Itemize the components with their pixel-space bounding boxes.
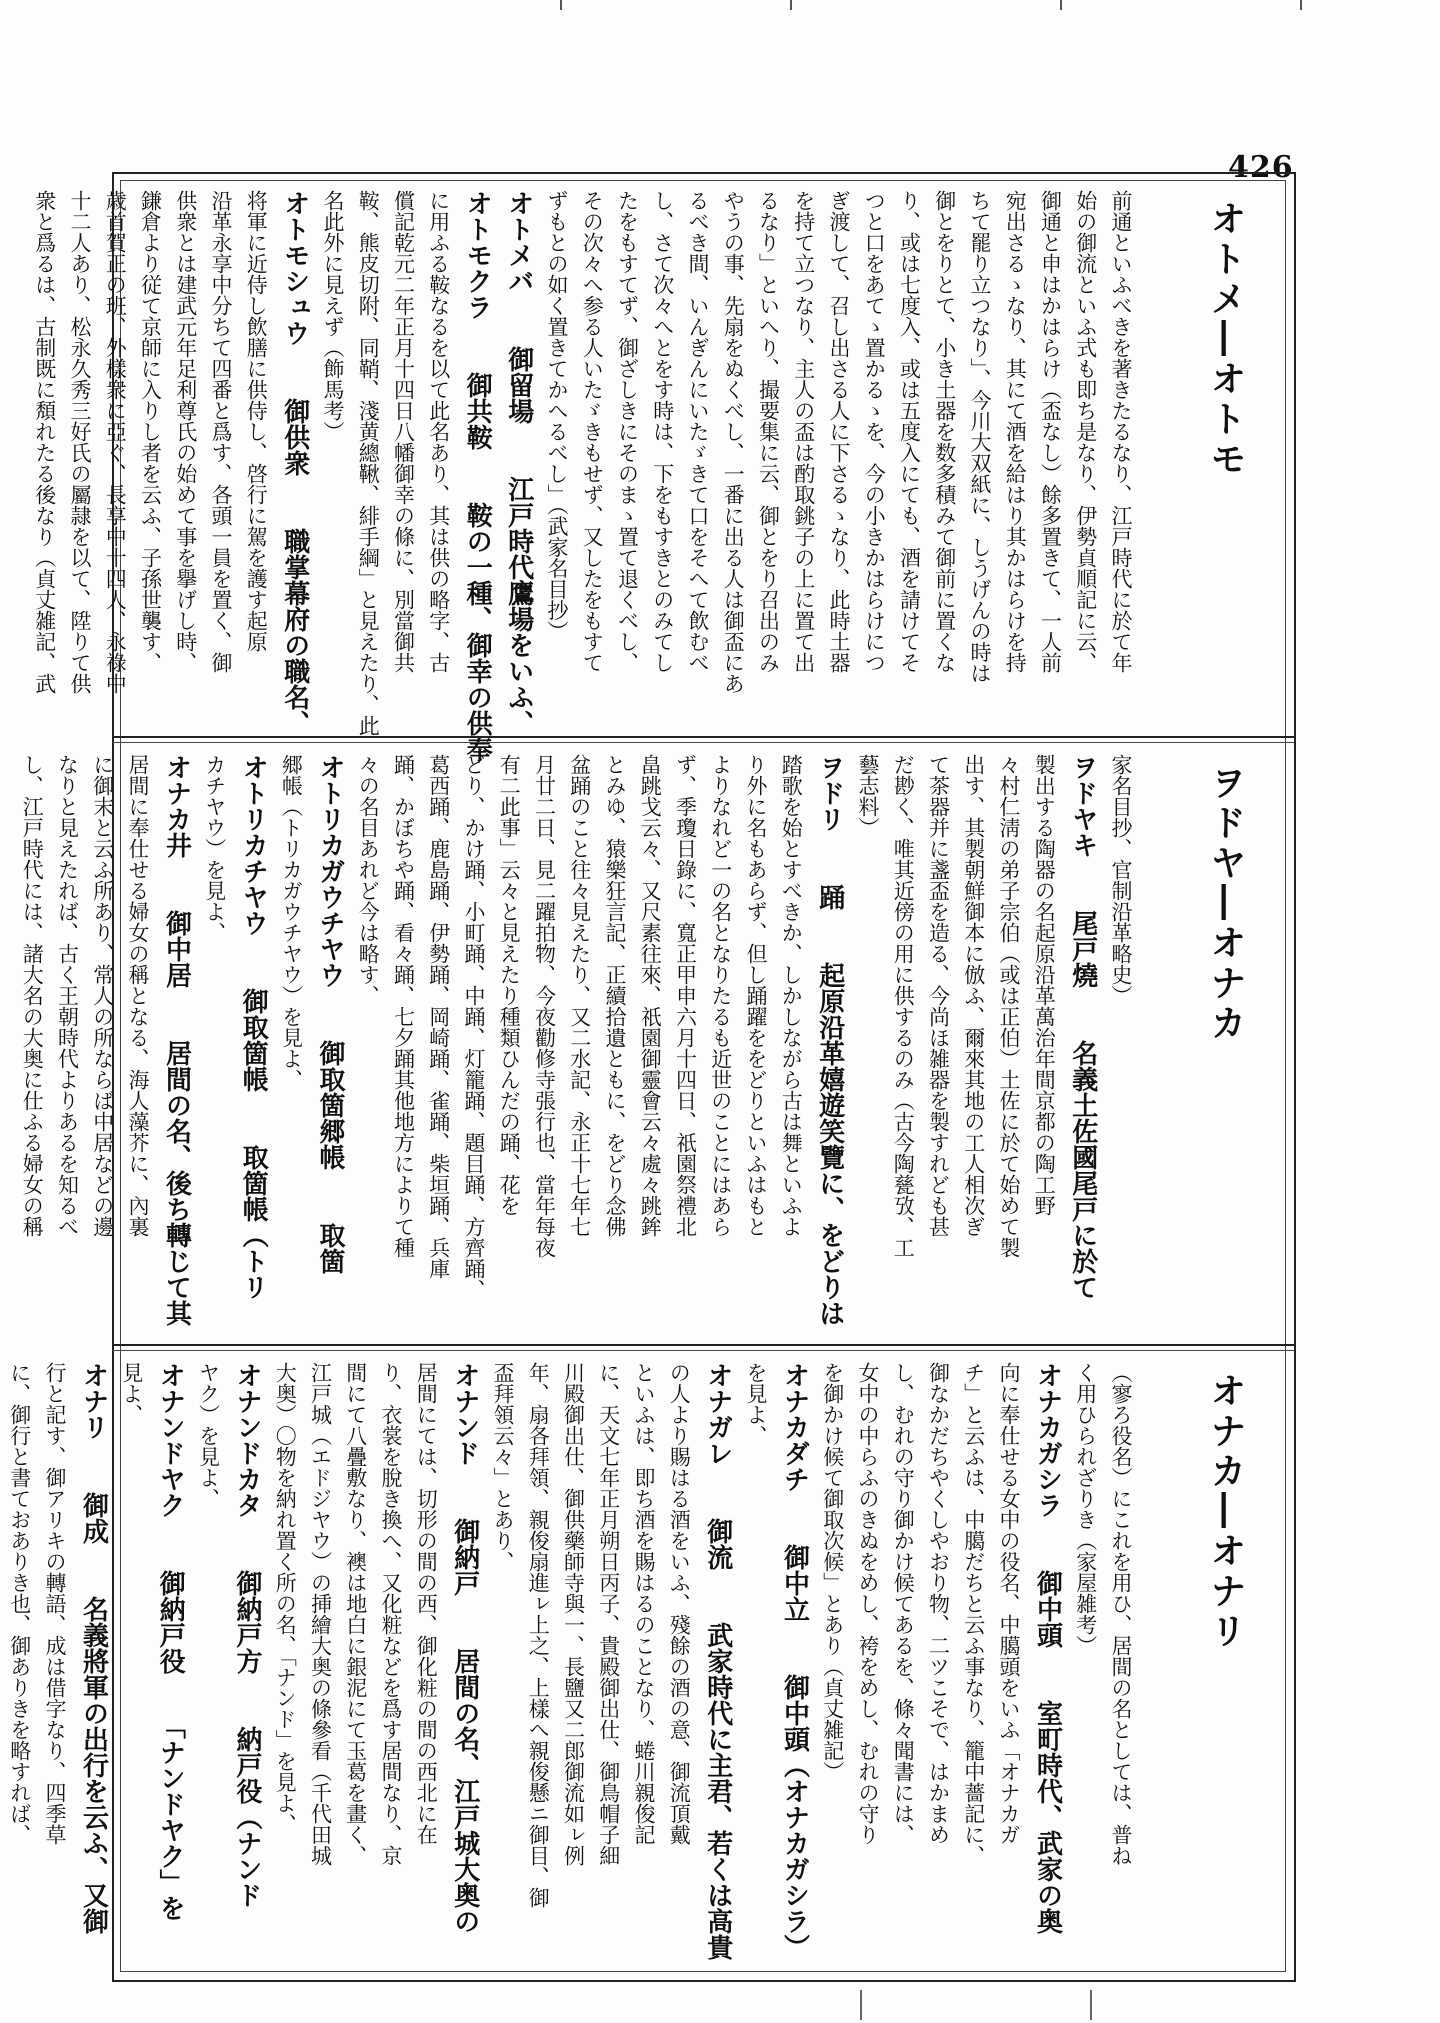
text-line: 々村仁淸の弟子宗伯（或は正伯）土佐に於て始めて製	[997, 754, 1021, 1258]
entry-headword-line: オトモクラ 御共鞍 鞍の一種、御幸の供奉	[462, 190, 493, 762]
entry-headword-line: オトモシュウ 御供衆 職掌幕府の職名、	[279, 190, 310, 736]
text-line: 見よ、	[119, 1362, 144, 1425]
text-line: 盃拜領云々」とあり、	[491, 1362, 515, 1572]
top-edge-marks	[560, 0, 1320, 10]
text-line: その次々へ参る人いたゞきもせず、又したをもすて	[580, 190, 605, 673]
text-line: し、江戸時代には、諸大名の大奥に仕ふる婦女の稱	[20, 754, 45, 1237]
running-head: ヲドヤ―オナカ	[1205, 764, 1247, 1044]
text-line: り、或は七度入、或は五度入にても、酒を請けてそ	[897, 190, 922, 673]
text-line: 畠跳戈云々、又尺素往來、祇園御靈會云々處々跳鉾	[638, 754, 663, 1237]
text-line: なりと見えたれば、古く王朝時代よりあるを知るべ	[55, 754, 80, 1237]
entry-headword-line: オナンドヤク 御納戸役 「ナンドヤク」を	[155, 1362, 186, 1921]
text-line: 行と記す、御アリキの轉語、成は借字なり、四季草	[43, 1362, 67, 1845]
text-line: 大奥）〇物を納れ置く所の名、「ナンド」を見よ、	[273, 1362, 298, 1835]
text-line: り外に名もあらず、但し踊躍ををどりといふはもと	[744, 754, 768, 1237]
text-line: ちて罷り立つなり」、今川大双紙に、しうげんの時は	[968, 190, 992, 684]
text-line: て茶器并に盞盃を造る、今尚ほ雑器を製すれども甚	[926, 754, 951, 1237]
text-line: 供衆とは建武元年足利尊氏の始めて事を擧げし時、	[173, 190, 198, 673]
text-line: ず、季瓊日錄に、寬正甲申六月十四日、祇園祭禮北	[673, 754, 698, 1237]
text-line: 鎌倉より従て京師に入りし者を云ふ、子孫世襲す、	[138, 190, 163, 673]
band-divider	[112, 736, 1294, 738]
text-line: 月廿二日、見二躍拍物、今夜勸修寺張行也、當年每夜	[532, 754, 557, 1258]
text-line: ずもとの如く置きてかへるべし」（武家名目抄）	[545, 190, 569, 642]
text-line: 間にて八疊敷なり、襖は地白に銀泥にて玉葛を畫く、	[343, 1362, 368, 1866]
text-line: の人より賜はる酒をいふ、殘餘の酒の意、御流頂戴	[667, 1362, 692, 1845]
text-columns	[32, 190, 1134, 762]
text-line: 償記乾元二年正月十四日八幡御幸の條に、別當御共	[391, 190, 416, 673]
text-line: チ」と云ふは、中臈だちと云ふ事なり、籠中薔記に、	[961, 1362, 986, 1866]
running-head: オナカ―オナリ	[1205, 1372, 1247, 1652]
text-line: 々の名目あれど今は略す、	[356, 754, 381, 1006]
text-line: 鞍、熊皮切附、同鞘、淺黄總鞦、緋手綱」と見えたり、此	[356, 190, 381, 736]
text-line: 製出する陶器の名起原沿革萬治年間京都の陶工野	[1032, 754, 1057, 1216]
entry-headword-line: オナリ 御成 名義將軍の出行を云ふ、又御	[78, 1362, 109, 1934]
entry-headword-line: オナンドカタ 御納戸方 納戸役（ナンド	[232, 1362, 262, 1908]
text-line: といふは、即ち酒を賜はるのことなり、蜷川親俊記	[632, 1362, 656, 1845]
text-line: 江戸城（エドジヤウ）の挿繪大奥の條參看（千代田城	[308, 1362, 333, 1866]
text-line: を見よ、	[744, 1362, 768, 1446]
entry-headword-line: オトリカガウチヤウ 御取箇郷帳 取箇	[315, 754, 345, 1274]
text-line: 御通と申はかはらけ（盃なし）餘多置きて、一人前	[1038, 190, 1063, 673]
text-line: だ尠く、唯其近傍の用に供するのみ（古今陶甆攷、工	[891, 754, 916, 1258]
entry-headword-line: オトメバ 御留場 江戸時代鷹場をいふ、	[503, 190, 534, 736]
text-line: 川殿御出仕、御供藥師寺與一、長鹽又二郎御流如ㇾ例	[561, 1362, 586, 1866]
text-line: 衆と爲るは、古制既に頽れたる後なり（貞丈雑記、武	[32, 190, 57, 694]
text-columns	[20, 754, 1134, 1330]
text-line: 居間にては、切形の間の西、御化粧の間の西北に在	[414, 1362, 439, 1845]
text-line: く用ひられざりき（家屋雑考）	[1073, 1362, 1098, 1656]
band-top	[32, 180, 1284, 762]
text-line: どり、かけ踊、小町踊、中踊、灯籠踊、題目踊、方齊踊、	[462, 754, 486, 1300]
text-line: 女中の中らふのきぬをめし、袴をめし、むれの守り	[856, 1362, 880, 1845]
text-line: 前通といふべきを著きたるなり、江戸時代に於て年	[1109, 190, 1133, 673]
entry-headword-line: オナンド 御納戸 居間の名、江戸城大奥の	[449, 1362, 480, 1934]
text-line: し、むれの守り御かけ候てあるを、條々聞書には、	[891, 1362, 916, 1845]
text-line: 御とをりとて、小き土器を数多積みて御前に置くな	[932, 190, 957, 673]
text-line: に、御行と書ておありき也、御ありきを略すれば、	[7, 1362, 32, 1845]
band-bottom	[7, 1352, 1284, 1966]
text-line: を御かけ候て御取次候」とあり（貞丈雑記）	[820, 1362, 845, 1782]
text-line: よりなれど一の名となりたるも近世のことにはあら	[708, 754, 733, 1237]
text-line: 十二人あり、松永久秀三好氏の屬隷を以て、陞りて供	[68, 190, 92, 694]
text-line: たをもすてず、御ざしきにそのまゝ置て退くべし、	[615, 190, 640, 673]
text-line: 郷帳（トリカガウチヤウ）を見よ、	[279, 754, 304, 1090]
band-middle	[20, 744, 1284, 1340]
text-line: 始の御流といふ式も即ち是なり、伊勢貞順記に云、	[1073, 190, 1098, 673]
text-line: を持て立つなり、主人の盃は酌取銚子の上に置て出	[791, 190, 816, 673]
text-line: 葛西踊、鹿島踊、伊勢踊、岡崎踊、雀踊、柴垣踊、兵庫	[426, 754, 451, 1279]
text-line: 御なかだちやくしやおり物、二ツこそで、はかまめ	[926, 1362, 951, 1845]
text-line: 将軍に近侍し飲膳に供侍し、啓行に駕を護す起原	[244, 190, 269, 652]
text-line: 宛出さるゝなり、其にて酒を給はり其かはらけを持	[1003, 190, 1028, 673]
entry-headword-line: オナカ井 御中居 居間の名、後ち轉じて其	[161, 754, 192, 1326]
text-line: 年、扇各拜領、親俊扇進ㇾ上之、上樣へ親俊懸ニ御目、御	[526, 1362, 551, 1908]
entry-headword-line: オトリカチヤウ 御取箇帳 取箇帳（トリ	[238, 754, 269, 1300]
text-line: るべき間、いんぎんにいたゞきて口をそへて飲むべ	[686, 190, 710, 673]
text-line: し、さて次々へとをす時は、下をもすきとのみてし	[650, 190, 675, 673]
text-line: 踊、かぼちや踊、看々踊、七夕踊其他地方によりて種	[391, 754, 416, 1258]
text-columns	[7, 1362, 1134, 1960]
entry-headword-line: オナガレ 御流 武家時代に主君、若くは高貴	[702, 1362, 733, 1960]
text-line: 盆踊のこと往々見えたり、又二水記、永正十七年七	[567, 754, 592, 1237]
text-line: に、天文七年正月朔日丙子、貴殿御出仕、御鳥帽子細	[596, 1362, 621, 1866]
text-line: ヤク）を見よ、	[196, 1362, 221, 1509]
bottom-edge-marks	[860, 1990, 1100, 2020]
text-line: 居間に奉仕せる婦女の稱となる、海人藻芥に、內裏	[126, 754, 150, 1237]
text-line: に用ふる鞍なるを以て此名あり、其は供の略字、古	[426, 190, 451, 673]
text-line: 名此外に見えず（飾馬考）	[321, 190, 345, 442]
text-line: 藝志料）	[856, 754, 880, 838]
text-line: （寥ろ役名）にこれを用ひ、居間の名としては、普ね	[1109, 1362, 1133, 1866]
text-line: カチヤウ）を見よ、	[202, 754, 227, 943]
text-line: るなり」といへり、撮要集に云、御とをり召出のみ	[756, 190, 781, 673]
text-line: とみゆ、猿樂狂言記、正續拾遺ともに、をどり念佛	[603, 754, 627, 1237]
text-line: つと口をあてゝ置かるゝを、今の小きかはらけにつ	[862, 190, 887, 673]
text-line: 家名目抄、官制沿革略史）	[1109, 754, 1133, 1006]
entry-headword-line: オナカダチ 御中立 御中頭（オナカガシラ）	[779, 1362, 810, 1960]
text-line: り、衣裳を脫き換へ、又化粧などを爲す居間なり、京	[379, 1362, 403, 1866]
text-line: 踏歌を始とすべきか、しかしながら古は舞といふよ	[779, 754, 804, 1237]
text-line: やうの事、先扇をぬくべし、一番に出る人は御盃にあ	[721, 190, 746, 694]
band-divider	[112, 1344, 1294, 1346]
entry-headword-line: オナカガシラ 御中頭 室町時代、武家の奥	[1032, 1362, 1063, 1934]
entry-headword-line: ヲドヤキ 尾戸燒 名義土佐國尾戸に於て	[1067, 754, 1098, 1300]
running-head: オトメ―オトモ	[1205, 200, 1247, 480]
text-line: に御末と云ふ所あり、常人の所ならば中居などの邊	[90, 754, 115, 1237]
entry-headword-line: ヲドリ 踊 起原沿革嬉遊笑覽に、をどりは	[814, 754, 845, 1326]
text-line: 沿革永享中分ちて四番と爲す、各頭一員を置く、御	[209, 190, 233, 673]
page-number: 426	[1228, 150, 1294, 185]
text-line: 有二此事」云々と見えたり種類ひんだの踊、花を	[497, 754, 522, 1216]
text-line: 歳首賀正の班、外樣衆に亞ぐ、長享中十四人、永祿中	[103, 190, 128, 694]
text-line: 出す、其製朝鮮御本に倣ふ、爾來其地の工人相次ぎ	[961, 754, 986, 1237]
text-line: ぎ渡して、召し出さる人に下さるゝなり、此時土器	[827, 190, 851, 673]
text-line: 向に奉仕せる女中の役名、中臈頭をいふ「オナカガ	[997, 1362, 1021, 1845]
